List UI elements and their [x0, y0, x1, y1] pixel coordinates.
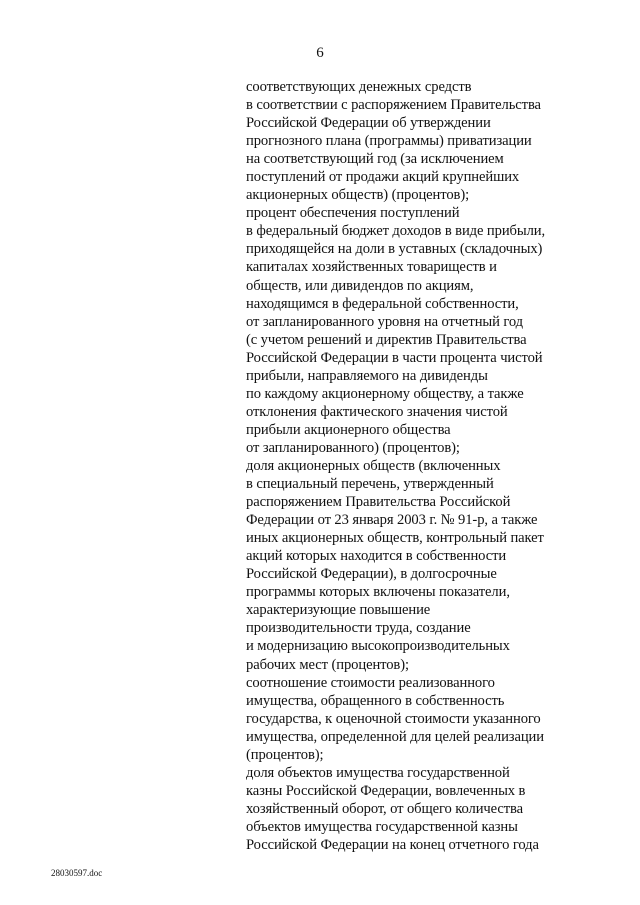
text-line: находящимся в федеральной собственности,	[246, 295, 519, 312]
document-body	[246, 78, 631, 854]
text-line: поступлений от продажи акций крупнейших	[246, 169, 520, 186]
text-line: соотношение стоимости реализованного	[246, 674, 495, 691]
text-line: казны Российской Федерации, вовлеченных в	[246, 782, 526, 799]
text-line: в федеральный бюджет доходов в виде прибыли,	[246, 223, 546, 240]
text-line: производительности труда, создание	[246, 620, 471, 637]
text-line: государства, к оценочной стоимости указанного	[246, 710, 541, 727]
text-line: доля объектов имущества государственной	[246, 764, 510, 781]
text-line: прибыли акционерного общества	[246, 421, 451, 438]
text-line: характеризующие повышение	[246, 602, 431, 619]
text-line: Федерации от 23 января 2003 г. № 91-р, а также	[246, 512, 538, 529]
text-line: капиталах хозяйственных товариществ и	[246, 259, 497, 276]
text-line: иных акционерных обществ, контрольный пакет	[246, 530, 544, 547]
text-line: Российской Федерации об утверждении	[246, 115, 491, 132]
text-line: Российской Федерации), в долгосрочные	[246, 566, 497, 583]
text-line: прогнозного плана (программы) приватизации	[246, 133, 532, 150]
text-line: рабочих мест (процентов);	[246, 656, 409, 673]
text-line: (процентов);	[246, 746, 324, 763]
text-line: приходящейся на доли в уставных (складочных)	[246, 241, 543, 258]
text-line: имущества, определенной для целей реализации	[246, 728, 544, 745]
text-line: распоряжением Правительства Российской	[246, 494, 511, 511]
text-line: по каждому акционерному обществу, а также	[246, 385, 524, 402]
text-line: акционерных обществ) (процентов);	[246, 187, 470, 204]
text-line: имущества, обращенного в собственность	[246, 692, 505, 709]
text-line: Российской Федерации в части процента чистой	[246, 349, 543, 366]
text-line: объектов имущества государственной казны	[246, 818, 518, 835]
text-line: хозяйственный оборот, от общего количества	[246, 800, 524, 817]
text-line: доля акционерных обществ (включенных	[246, 457, 501, 474]
text-line: в специальный перечень, утвержденный	[246, 476, 494, 493]
text-line: (с учетом решений и директив Правительства	[246, 331, 527, 348]
text-line: от запланированного) (процентов);	[246, 439, 460, 456]
text-line: процент обеспечения поступлений	[246, 205, 460, 222]
text-line: прибыли, направляемого на дивиденды	[246, 367, 488, 384]
text-line: отклонения фактического значения чистой	[246, 403, 508, 420]
text-line: в соответствии с распоряжением Правительства	[246, 97, 541, 114]
text-line: от запланированного уровня на отчетный год	[246, 313, 523, 330]
text-line: соответствующих денежных средств	[246, 79, 472, 95]
text-line: обществ, или дивидендов по акциям,	[246, 277, 474, 294]
text-line: Российской Федерации на конец отчетного года	[246, 836, 539, 853]
page-number: 6	[316, 45, 324, 61]
text-line: на соответствующий год (за исключением	[246, 151, 504, 168]
text-line: акций которых находится в собственности	[246, 548, 507, 565]
footer-file-code: 28030597.doc	[51, 868, 103, 878]
text-line: программы которых включены показатели,	[246, 584, 510, 601]
text-line: и модернизацию высокопроизводительных	[246, 638, 510, 655]
